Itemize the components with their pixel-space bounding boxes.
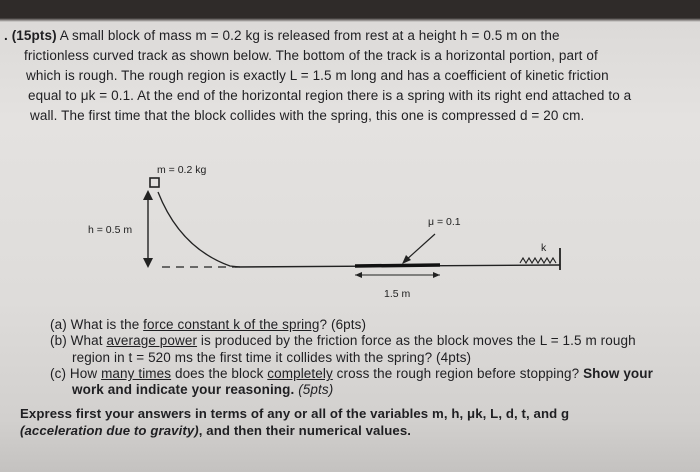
problem-number: . (15pts) [4, 28, 57, 43]
block [150, 178, 159, 187]
part-c-text1: How [69, 366, 102, 381]
part-a-tail: ? (6pts) [319, 317, 367, 332]
part-c-underlined2: completely [267, 366, 333, 381]
part-c-label: (c) [50, 366, 67, 381]
statement-line-3: which is rough. The rough region is exactly L = 1.5 m long and has a coefficient of kinetic friction [26, 68, 609, 83]
length-arrow-left-head [355, 272, 362, 278]
part-a-underlined: force constant k of the spring [143, 317, 320, 332]
mass-label: m = 0.2 kg [157, 164, 207, 176]
part-c-underlined1: many times [101, 366, 172, 381]
problem-sheet [0, 20, 700, 472]
footer-line-2 [20, 423, 411, 438]
mu-label: μ = 0.1 [428, 216, 461, 228]
spring [520, 258, 556, 263]
footer-line-1: Express first your answers in terms of any or all of the variables m, h, μk, L, d, t, and g [20, 406, 570, 421]
statement-line-5: wall. The first time that the block collides with the spring, this one is compressed d = 20 cm. [30, 108, 585, 123]
part-c-line2-bold: work and indicate your reasoning. [72, 382, 295, 397]
part-b-line2: region in t = 520 ms the first time it collides with the spring? (4pts) [72, 350, 472, 365]
length-arrow-right-head [433, 272, 440, 278]
physics-diagram [0, 20, 700, 472]
mu-pointer [405, 234, 435, 261]
part-b-text2: is produced by the friction force as the block moves the L = 1.5 m rough [197, 333, 636, 348]
part-c-text3: cross the rough region before stopping? [332, 366, 584, 381]
statement-line-4: equal to μk = 0.1. At the end of the horizontal region there is a spring with its right end attached to a [28, 88, 632, 103]
part-a-text: What is the [70, 317, 144, 332]
statement-line-2: frictionless curved track as shown below. The bottom of the track is a horizontal portion, part of [24, 48, 598, 63]
height-arrow-down-head [143, 258, 153, 268]
part-c-line2 [72, 382, 333, 397]
part-b-label: (b) [50, 333, 67, 348]
part-a-label: (a) [50, 317, 67, 332]
statement-line-1: A small block of mass m = 0.2 kg is released from rest at a height h = 0.5 m on the [59, 28, 560, 43]
part-c-bold: Show your [583, 366, 653, 381]
height-arrow-up-head [143, 190, 153, 200]
part-a [50, 317, 366, 332]
part-b [50, 333, 636, 348]
height-label: h = 0.5 m [88, 224, 133, 236]
footer-line-2-tail: , and then their numerical values. [198, 423, 412, 438]
rough-region [355, 265, 440, 266]
spring-label: k [541, 242, 547, 254]
footer-line-2-bold-italic: (acceleration due to gravity) [20, 423, 199, 438]
part-c-line2-tail: (5pts) [294, 382, 334, 397]
length-label: 1.5 m [384, 288, 411, 300]
part-c-text2: does the block [171, 366, 268, 381]
part-b-text1: What [70, 333, 107, 348]
curved-track [158, 192, 240, 267]
part-b-underlined: average power [106, 333, 198, 348]
part-c [50, 366, 653, 381]
